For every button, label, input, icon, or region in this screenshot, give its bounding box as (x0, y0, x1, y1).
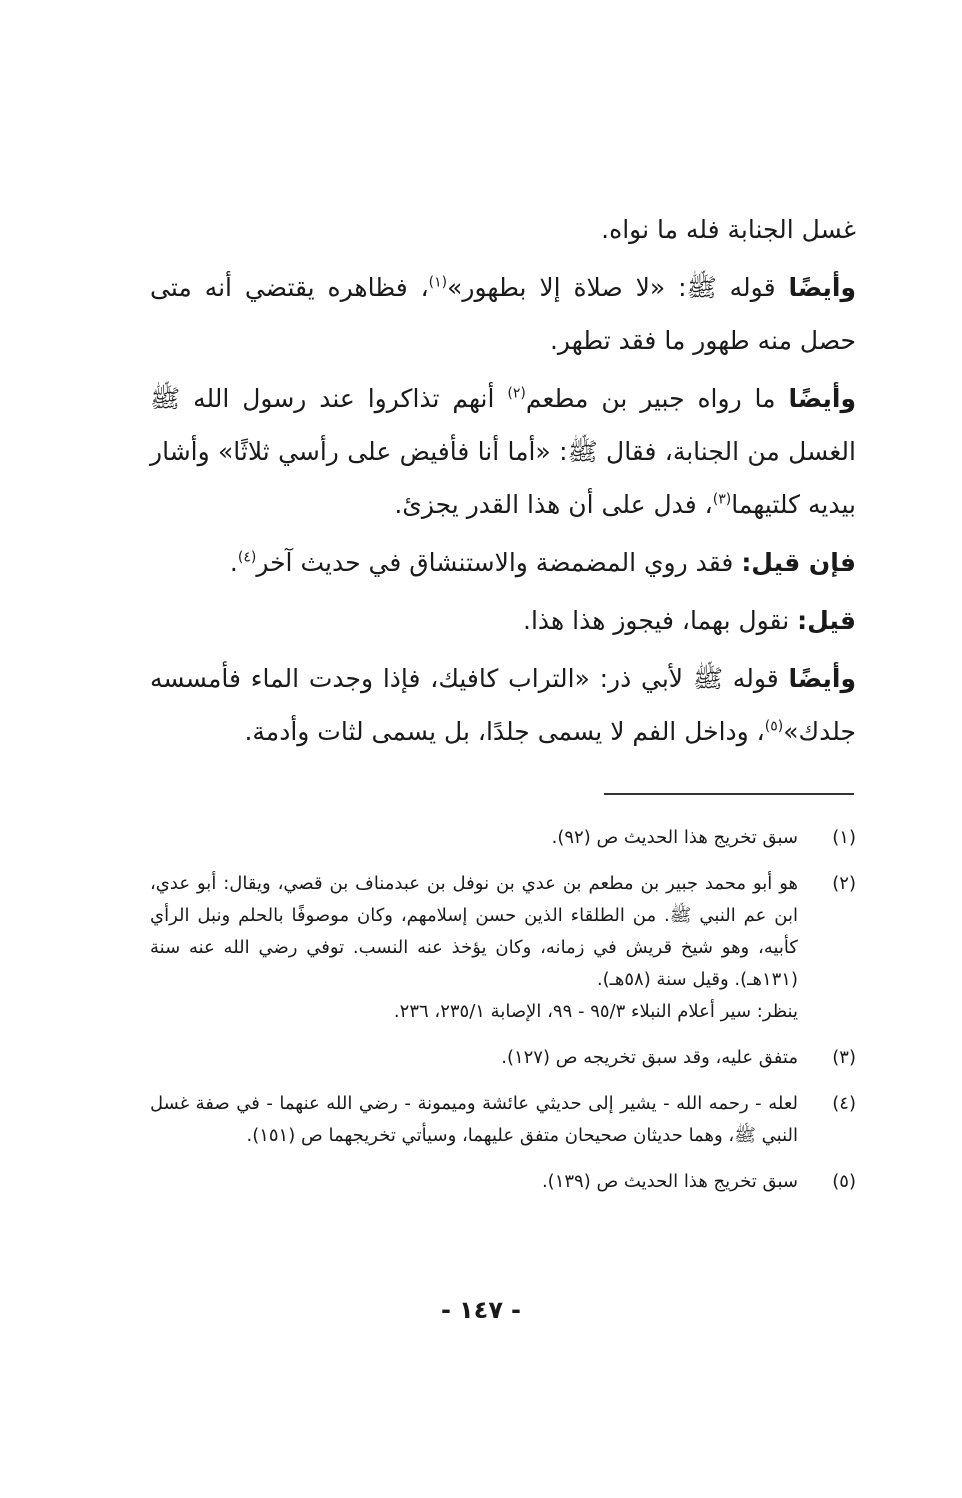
footnote-divider (604, 793, 854, 795)
footnotes (150, 822, 856, 1212)
footnote-number: (١) (832, 827, 856, 848)
footnote-number: (٣) (832, 1047, 856, 1068)
paragraph-6-text-b: ، وداخل الفم لا يسمى جلدًا، بل يسمى لثات وأدمة. (244, 717, 765, 746)
paragraph-3 (150, 372, 856, 531)
paragraph-5-text: نقول بهما، فيجوز هذا هذا. (523, 606, 798, 635)
page-number-value: ١٤٧ (459, 1296, 503, 1324)
footnote-text: متفق عليه، وقد سبق تخريجه ص (١٢٧). (501, 1047, 798, 1068)
footnote-number: (٤) (832, 1093, 856, 1114)
paragraph-4 (150, 536, 856, 589)
footnote-ref-5[interactable]: (٥) (764, 718, 784, 735)
paragraph-2-text-b: ، فظاهره يقتضي أنه متى حصل منه طهور ما فقد تطهر. (150, 273, 856, 355)
paragraph-6-lead: وأيضًا (788, 664, 856, 693)
paragraph-3-text-b: أنهم تذاكروا عند رسول الله ﷺ الغسل من الجنابة، فقال ﷺ: «أما أنا فأفيض على رأسي ثلاثًا» وأشار بيديه كلتيهما (150, 384, 856, 519)
footnote-text: لعله - رحمه الله - يشير إلى حديثي عائشة وميمونة - رضي الله عنهما - في صفة غسل النبي ﷺ، وهما حديثان صحيحان متفق عليهما، وسيأتي تخريجهما ص (١٥١). (150, 1093, 798, 1146)
footnote-ref-2[interactable]: (٢) (507, 385, 526, 402)
footnote-4 (150, 1088, 856, 1152)
footnote-number: (٥) (832, 1171, 856, 1192)
page-number-dash: - (510, 1296, 521, 1324)
main-text (150, 203, 856, 763)
paragraph-3-text-c: ، فدل على أن هذا القدر يجزئ. (394, 490, 713, 519)
paragraph-5-lead: قيل: (797, 606, 856, 635)
page-number (0, 1296, 962, 1324)
paragraph-6-text-a: قوله ﷺ لأبي ذر: «التراب كافيك، فإذا وجدت الماء فأمسسه جلدك» (150, 664, 856, 746)
paragraph-3-text-a: ما رواه جبير بن مطعم (525, 384, 789, 413)
paragraph-5 (150, 594, 856, 647)
footnote-body (150, 868, 798, 1028)
footnote-ref-1[interactable]: (١) (428, 274, 448, 291)
footnote-ref-3[interactable]: (٣) (712, 491, 732, 508)
paragraph-6 (150, 652, 856, 758)
paragraph-3-lead: وأيضًا (788, 384, 856, 413)
footnote-text: سبق تخريج هذا الحديث ص (١٣٩). (541, 1171, 798, 1192)
paragraph-2-lead: وأيضًا (788, 273, 856, 302)
paragraph-4-text-a: فقد روي المضمضة والاستنشاق في حديث آخر (256, 548, 742, 577)
footnote-2 (150, 868, 856, 1028)
footnote-text: هو أبو محمد جبير بن مطعم بن عدي بن نوفل بن عبدمناف بن قصي، ويقال: أبو عدي، ابن عم النبي ﷺ. من الطلقاء الذين حسن إسلامهم، وكان موصوفًا بالحلم ونبل الرأي كأبيه، وهو شيخ قريش في زمانه، وكان يؤخذ عنه النسب. توفي رضي الله عنه سنة (١٣١هـ). وقيل سنة (٥٨هـ). (150, 873, 798, 990)
page-number-dash: - (441, 1296, 452, 1324)
paragraph-4-lead: فإن قيل: (741, 548, 856, 577)
footnote-1 (150, 822, 856, 854)
paragraph-2 (150, 261, 856, 367)
footnote-reference-line: ينظر: سير أعلام النبلاء ٩٥/٣ - ٩٩، الإصابة ٢٣٥/١، ٢٣٦. (393, 1001, 798, 1022)
paragraph-1-text: غسل الجنابة فله ما نواه. (601, 215, 856, 244)
footnote-3 (150, 1042, 856, 1074)
footnote-number: (٢) (832, 873, 856, 894)
footnote-5 (150, 1166, 856, 1198)
footnote-ref-4[interactable]: (٤) (237, 549, 257, 566)
paragraph-2-text-a: قوله ﷺ: «لا صلاة إلا بطهور» (447, 273, 789, 302)
paragraph-4-text-b: . (229, 548, 238, 577)
footnote-text: سبق تخريج هذا الحديث ص (٩٢). (551, 827, 798, 848)
paragraph-1 (150, 203, 856, 256)
